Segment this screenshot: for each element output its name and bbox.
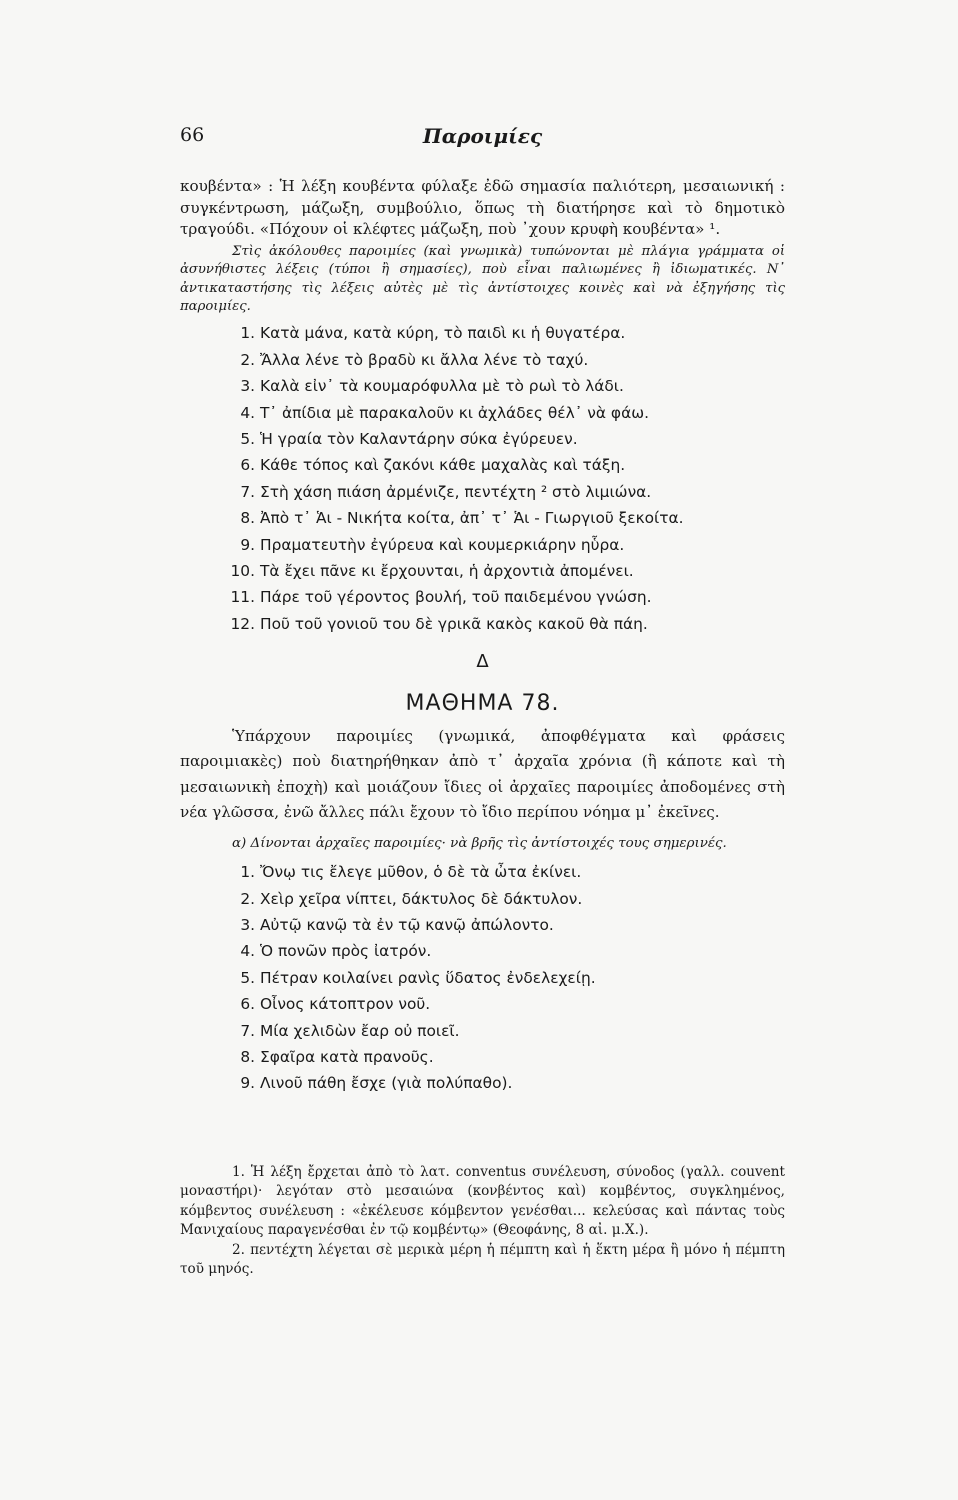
- footnote-2: 2. πεντέχτη λέγεται σὲ μερικὰ μέρη ἡ πέμπτη καὶ ἡ ἕκτη μέρα ἢ μόνο ἡ πέμπτη τοῦ μηνός.: [180, 1241, 785, 1278]
- list-item: 11. Πάρε τοῦ γέροντος βουλή, τοῦ παιδεμένου γνώση.: [230, 588, 652, 607]
- list-item: 5. Ἡ γραία τὸν Καλαντάρην σύκα ἐγύρευεν.: [240, 430, 578, 449]
- section-marker: Δ: [476, 651, 489, 673]
- list-item: 9. Πραματευτὴν ἐγύρευα καὶ κουμερκιάρην ηὗρα.: [240, 535, 625, 554]
- footnotes: [180, 1163, 785, 1279]
- footnote-1: 1. Ἡ λέξη ἔρχεται ἀπὸ τὸ λατ. conventus συνέλευση, σύνοδος (γαλλ. couvent μοναστήρι)· λεγόταν στὸ μεσαιώνα (κονβέντος καὶ) κομβέντος, συγκλημένος, κόμβεντος συνέλευση : «ἐκέλευσε κόμβεντον γενέσθαι... κελεύσας καὶ πάντας τοὺς Μανιχαίους παραγενέσθαι ἐν τῷ κομβέντῳ» (Θεοφάνης, 8 αἰ. μ.Χ.).: [180, 1164, 785, 1239]
- list-item: 6. Οἶνος κάτοπτρον νοῦ.: [240, 995, 431, 1014]
- list-item: 7. Μία χελιδὼν ἔαρ οὐ ποιεῖ.: [240, 1021, 460, 1040]
- list-item: 4. Τ᾽ ἀπίδια μὲ παρακαλοῦν κι ἀχλάδες θέλ᾽ νὰ φάω.: [240, 403, 649, 422]
- list-item: 3. Αὐτῷ κανῷ τὰ ἐν τῷ κανῷ ἀπώλοντο.: [240, 915, 554, 934]
- list-item: 2. Ἄλλα λένε τὸ βραδὺ κι ἄλλα λένε τὸ ταχύ.: [240, 350, 589, 369]
- page-body: [180, 176, 785, 1097]
- list-item: 1. Ὄνῳ τις ἔλεγε μῦθον, ὁ δὲ τὰ ὦτα ἐκίνει.: [240, 863, 582, 882]
- page-number: 66: [180, 124, 205, 146]
- list-item: 1. Κατὰ μάνα, κατὰ κύρη, τὸ παιδὶ κι ἡ θυγατέρα.: [240, 324, 626, 343]
- lesson-paragraph: Ὑπάρχουν παροιμίες (γνωμικά, ἀποφθέγματα καὶ φράσεις παροιμιακὲς) ποὺ διατηρήθηκαν ἀπὸ τ᾽ ἀρχαῖα χρόνια (ἢ κάποτε καὶ τὴ μεσαιωνικὴ ἐποχὴ) καὶ μοιάζουν ἴδιες οἱ ἀρχαῖες παροιμίες ἀποδομένες στὴ νέα γλῶσσα, ἐνῶ ἄλλες πάλι ἔχουν τὸ ἴδιο περίπου νόημα μ᾽ ἐκεῖνες.: [180, 727, 785, 821]
- list-item: 8. Σφαῖρα κατὰ πρανοῦς.: [240, 1047, 434, 1066]
- list-item: 7. Στὴ χάση πιάση ἀρμένιζε, πεντέχτη ² στὸ λιμιώνα.: [240, 482, 652, 501]
- page-header: [180, 124, 785, 154]
- list-item: 5. Πέτραν κοιλαίνει ρανὶς ὕδατος ἐνδελεχείῃ.: [240, 968, 596, 987]
- list-item: 3. Καλὰ εἰν᾽ τὰ κουμαρόφυλλα μὲ τὸ ρωὶ τὸ λάδι.: [240, 377, 624, 396]
- ancient-proverbs-list: [180, 859, 785, 1097]
- list-item: 12. Ποῦ τοῦ γονιοῦ του δὲ γρικᾶ κακὸς κακοῦ θὰ πάη.: [230, 614, 648, 633]
- intro-paragraph: κουβέντα» : Ἡ λέξη κουβέντα φύλαξε ἐδῶ σημασία παλιότερη, μεσαιωνική : συγκέντρωση, μάζωξη, συμβούλιο, ὅπως τὴ διατήρησε καὶ τὸ δημοτικὸ τραγούδι. «Πόχουν οἱ κλέφτες μάζωξη, ποὺ ᾽χουν κρυφὴ κουβέντα» ¹.: [180, 177, 785, 239]
- list-item: 8. Ἀπὸ τ᾽ Ἁι - Νικήτα κοίτα, ἀπ᾽ τ᾽ Ἁι - Γιωργιοῦ ξεκοίτα.: [240, 509, 684, 528]
- list-item: 2. Χεὶρ χεῖρα νίπτει, δάκτυλος δὲ δάκτυλον.: [240, 889, 583, 908]
- list-item: 4. Ὁ πονῶν πρὸς ἰατρόν.: [240, 942, 432, 961]
- list-item: 6. Κάθε τόπος καὶ ζακόνι κάθε μαχαλὰς καὶ τάξη.: [240, 456, 626, 475]
- list-item: 10. Τὰ ἔχει πᾶνε κι ἔρχουνται, ἡ ἀρχοντιὰ ἀπομένει.: [230, 562, 634, 581]
- lesson-title: ΜΑΘΗΜΑ 78.: [405, 691, 560, 717]
- list-item: 9. Λινοῦ πάθη ἔσχε (γιὰ πολύπαθο).: [240, 1074, 513, 1093]
- exercise-heading: α) Δίνονται ἀρχαῖες παροιμίες· νὰ βρῆς τὶς ἀντίστοιχές τους σημερινές.: [232, 836, 727, 852]
- running-title: Παροιμίες: [422, 124, 543, 148]
- instruction-note: Στὶς ἀκόλουθες παροιμίες (καὶ γνωμικὰ) τυπώνονται μὲ πλάγια γράμματα οἱ ἀσυνήθιστες λέξεις (τύποι ἢ σημασίες), ποὺ εἶναι παλιωμένες ἢ ἰδιωματικές. Ν᾽ ἀντικαταστήσης τὶς λέξεις αὐτὲς μὲ τὶς ἀντίστοιχες κοινὲς καὶ νὰ ἐξηγήσης τὶς παροιμίες.: [180, 243, 785, 314]
- proverbs-list: [180, 320, 785, 637]
